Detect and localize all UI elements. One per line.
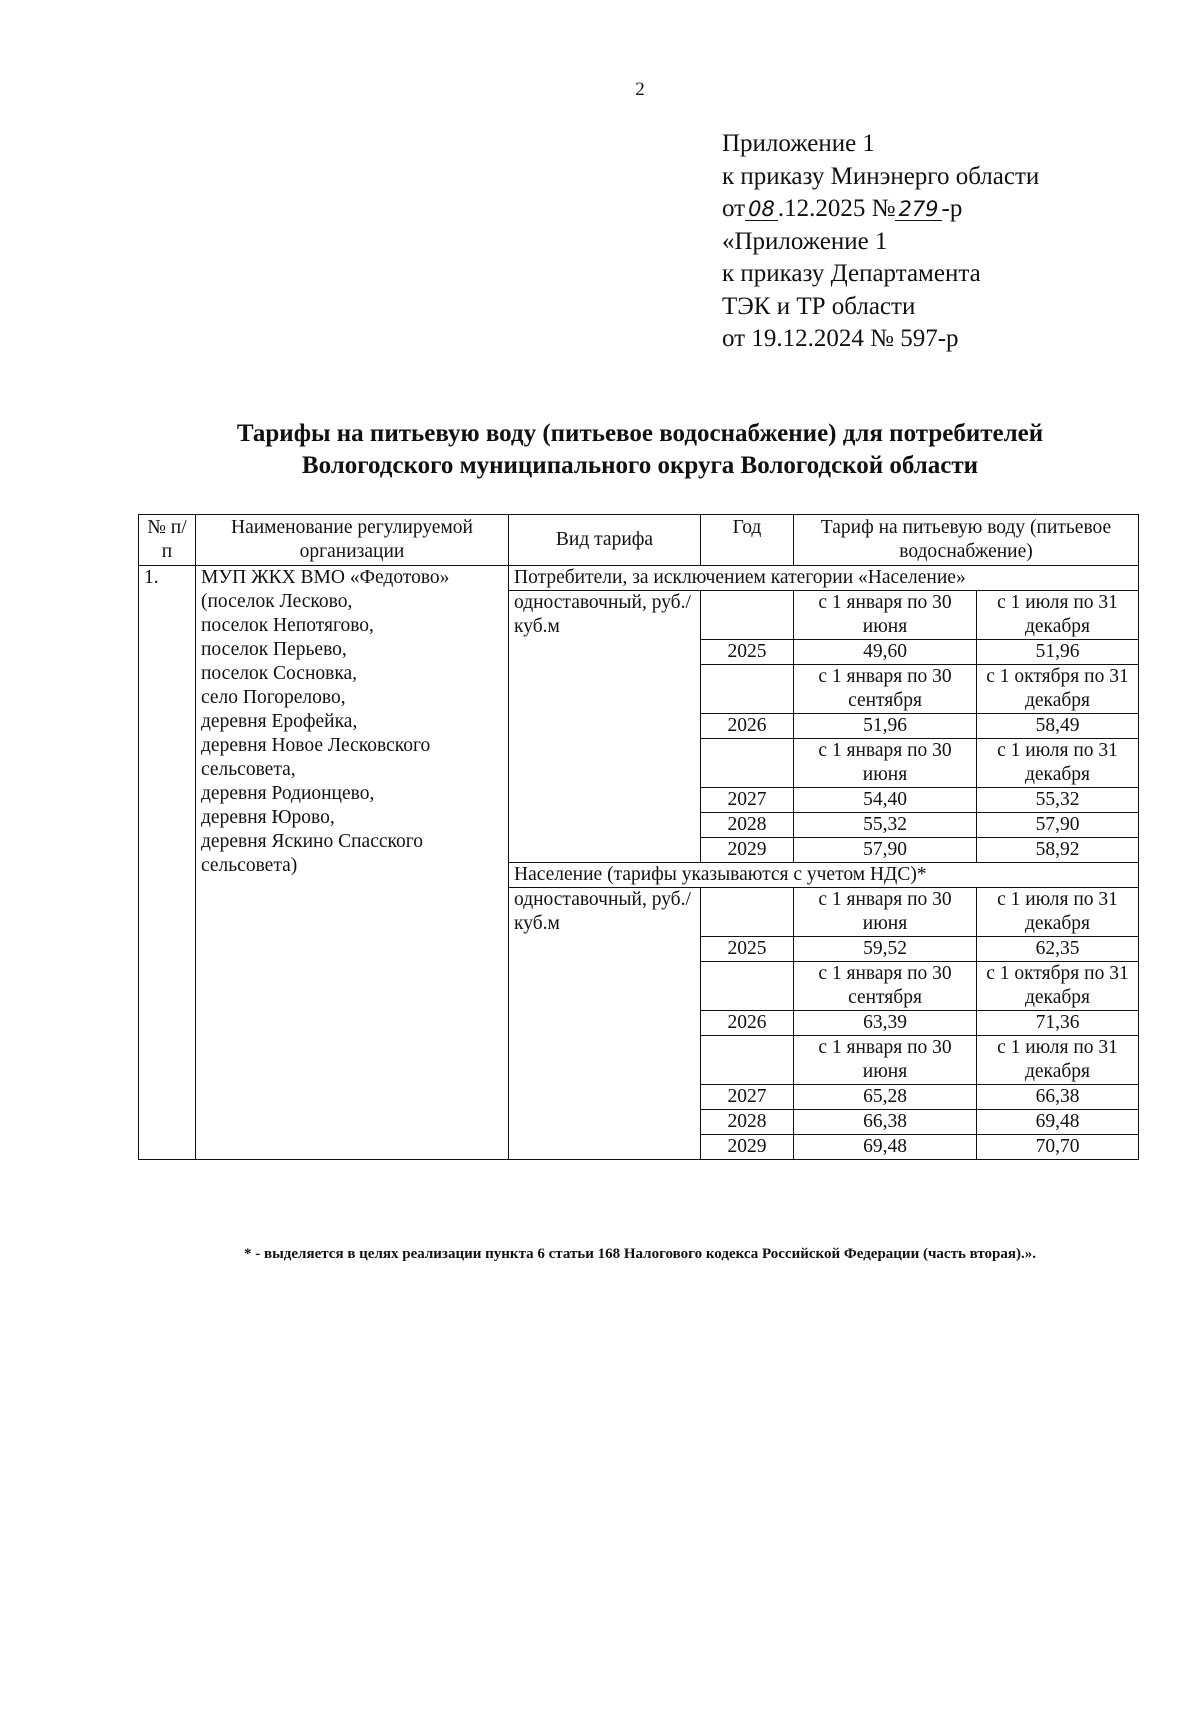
period-2: с 1 июля по 31 декабря <box>977 1036 1139 1085</box>
tariff-value-1: 65,28 <box>794 1085 977 1110</box>
period-1: с 1 января по 30 июня <box>794 591 977 640</box>
tariff-type: одноставочный, руб./куб.м <box>509 591 701 863</box>
organization-line: поселок Непотягово, <box>201 615 374 636</box>
year-cell: 2025 <box>701 640 794 665</box>
period-2: с 1 октября по 31 декабря <box>977 962 1139 1011</box>
date-prefix: от <box>722 195 746 222</box>
title-line: Тарифы на питьевую воду (питьевое водоснабжение) для потребителей <box>236 420 1044 447</box>
organization-line: сельсовета, <box>201 759 296 780</box>
year-cell-empty <box>701 1036 794 1085</box>
year-cell: 2028 <box>701 1110 794 1135</box>
tariff-value-2: 71,36 <box>977 1011 1139 1036</box>
footnote: * - выделяется в целях реализации пункта 6 статьи 168 Налогового кодекса Российской Федерации (часть вторая).». <box>244 1246 1036 1262</box>
year-cell-empty <box>701 962 794 1011</box>
year-cell: 2026 <box>701 714 794 739</box>
period-1: с 1 января по 30 июня <box>794 888 977 937</box>
organization-line: (поселок Лесково, <box>201 591 353 612</box>
category-label: Население (тарифы указываются с учетом НДС)* <box>509 863 1139 888</box>
header-year: Год <box>701 515 794 566</box>
header-org: Наименование регулируемой организации <box>196 515 509 566</box>
appendix-line: ТЭК и ТР области <box>722 292 916 320</box>
tariff-value-2: 70,70 <box>977 1135 1139 1160</box>
tariff-value-1: 69,48 <box>794 1135 977 1160</box>
category-label: Потребители, за исключением категории «Население» <box>509 566 1139 591</box>
number-suffix: -р <box>941 195 963 222</box>
period-2: с 1 июля по 31 декабря <box>977 888 1139 937</box>
header-type: Вид тарифа <box>509 515 701 566</box>
year-cell: 2029 <box>701 838 794 863</box>
table-header-row <box>139 515 1139 566</box>
year-cell: 2028 <box>701 813 794 838</box>
tariff-value-1: 54,40 <box>794 788 977 813</box>
tariff-value-2: 62,35 <box>977 937 1139 962</box>
tariff-value-2: 69,48 <box>977 1110 1139 1135</box>
organization-line: сельсовета) <box>201 855 298 876</box>
year-cell-empty <box>701 665 794 714</box>
tariff-value-2: 58,92 <box>977 838 1139 863</box>
period-1: с 1 января по 30 сентября <box>794 665 977 714</box>
year-cell: 2027 <box>701 788 794 813</box>
appendix-line: от 19.12.2024 № 597-р <box>722 325 959 352</box>
period-1: с 1 января по 30 сентября <box>794 962 977 1011</box>
appendix-block <box>722 128 1039 356</box>
year-cell-empty <box>701 591 794 640</box>
organization-line: поселок Сосновка, <box>201 663 358 684</box>
tariff-value-2: 58,49 <box>977 714 1139 739</box>
year-cell: 2025 <box>701 937 794 962</box>
tariff-value-1: 63,39 <box>794 1011 977 1036</box>
year-cell-empty <box>701 888 794 937</box>
tariff-value-1: 57,90 <box>794 838 977 863</box>
organization-line: деревня Яскино Спасского <box>201 831 424 852</box>
organization-line: деревня Родионцево, <box>201 783 375 804</box>
period-1: с 1 января по 30 июня <box>794 1036 977 1085</box>
tariff-value-2: 55,32 <box>977 788 1139 813</box>
tariff-value-1: 49,60 <box>794 640 977 665</box>
organization-line: село Погорелово, <box>201 687 346 708</box>
period-1: с 1 января по 30 июня <box>794 739 977 788</box>
year-cell: 2029 <box>701 1135 794 1160</box>
date-suffix: .12.2025 № <box>777 195 896 222</box>
tariff-value-1: 51,96 <box>794 714 977 739</box>
tariff-value-2: 51,96 <box>977 640 1139 665</box>
handwritten-date: 08 <box>745 198 778 221</box>
appendix-line: к приказу Минэнерго области <box>722 162 1040 190</box>
page-number: 2 <box>635 79 645 100</box>
tariff-value-2: 57,90 <box>977 813 1139 838</box>
tariff-value-2: 66,38 <box>977 1085 1139 1110</box>
appendix-line: «Приложение 1 <box>722 227 888 255</box>
organization-line: деревня Ерофейка, <box>201 711 358 732</box>
row-number: 1. <box>139 566 196 1160</box>
period-2: с 1 октября по 31 декабря <box>977 665 1139 714</box>
tariff-value-1: 55,32 <box>794 813 977 838</box>
document-title <box>140 418 1140 482</box>
appendix-line: Приложение 1 <box>722 130 875 157</box>
organization-line: деревня Юрово, <box>201 807 335 828</box>
title-line: Вологодского муниципального округа Вологодской области <box>301 452 979 479</box>
header-num: № п/п <box>139 515 196 566</box>
tariff-value-1: 66,38 <box>794 1110 977 1135</box>
tariff-type: одноставочный, руб./куб.м <box>509 888 701 1160</box>
appendix-date-line <box>722 193 1039 226</box>
organization-line: МУП ЖКХ ВМО «Федотово» <box>201 567 450 588</box>
organization-line: деревня Новое Лесковского <box>201 735 431 756</box>
organization-cell <box>196 566 509 1160</box>
handwritten-number: 279 <box>895 198 941 221</box>
period-2: с 1 июля по 31 декабря <box>977 591 1139 640</box>
tariff-table <box>138 514 1139 1160</box>
appendix-line: к приказу Департамента <box>722 260 981 287</box>
year-cell: 2026 <box>701 1011 794 1036</box>
year-cell-empty <box>701 739 794 788</box>
year-cell: 2027 <box>701 1085 794 1110</box>
period-2: с 1 июля по 31 декабря <box>977 739 1139 788</box>
tariff-value-1: 59,52 <box>794 937 977 962</box>
organization-line: поселок Перьево, <box>201 639 347 660</box>
header-tariff: Тариф на питьевую воду (питьевое водоснабжение) <box>794 515 1139 566</box>
category-row <box>139 566 1139 591</box>
